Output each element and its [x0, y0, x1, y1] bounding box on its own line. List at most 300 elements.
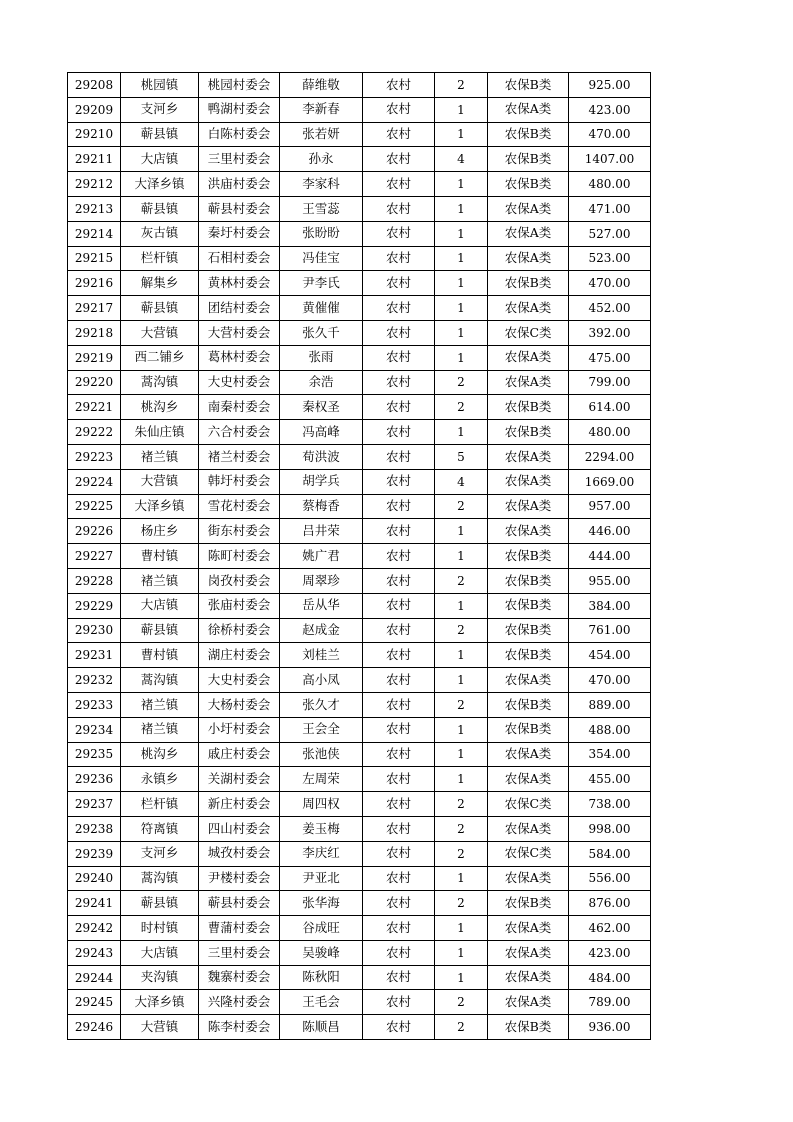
amount-cell: 556.00 [569, 866, 651, 891]
town-cell: 永镇乡 [121, 767, 199, 792]
town-cell: 蕲县镇 [121, 196, 199, 221]
name-cell: 吴骏峰 [280, 940, 363, 965]
village-committee-cell: 张庙村委会 [199, 593, 280, 618]
table-row [68, 668, 651, 693]
insurance-category-cell: 农保A类 [488, 221, 569, 246]
record-id-cell: 29246 [68, 1015, 121, 1040]
table-row [68, 916, 651, 941]
area-type-cell: 农村 [363, 320, 435, 345]
amount-cell: 470.00 [569, 271, 651, 296]
record-id-cell: 29229 [68, 593, 121, 618]
record-id-cell: 29230 [68, 618, 121, 643]
table-row [68, 816, 651, 841]
area-type-cell: 农村 [363, 494, 435, 519]
village-committee-cell: 魏寨村委会 [199, 965, 280, 990]
area-type-cell: 农村 [363, 618, 435, 643]
household-size-cell: 4 [435, 469, 488, 494]
area-type-cell: 农村 [363, 221, 435, 246]
table-row [68, 246, 651, 271]
record-id-cell: 29219 [68, 345, 121, 370]
insurance-category-cell: 农保B类 [488, 172, 569, 197]
name-cell: 孙永 [280, 147, 363, 172]
household-size-cell: 4 [435, 147, 488, 172]
village-committee-cell: 葛林村委会 [199, 345, 280, 370]
insurance-category-cell: 农保A类 [488, 296, 569, 321]
table-row [68, 444, 651, 469]
amount-cell: 423.00 [569, 97, 651, 122]
village-committee-cell: 四山村委会 [199, 816, 280, 841]
household-size-cell: 1 [435, 767, 488, 792]
amount-cell: 527.00 [569, 221, 651, 246]
table-row [68, 370, 651, 395]
insurance-category-cell: 农保B类 [488, 891, 569, 916]
insurance-category-cell: 农保B类 [488, 618, 569, 643]
area-type-cell: 农村 [363, 916, 435, 941]
table-row [68, 544, 651, 569]
insurance-category-cell: 农保A类 [488, 469, 569, 494]
area-type-cell: 农村 [363, 246, 435, 271]
name-cell: 王雪蕊 [280, 196, 363, 221]
village-committee-cell: 大史村委会 [199, 668, 280, 693]
household-size-cell: 1 [435, 742, 488, 767]
roster-body [68, 73, 651, 1040]
village-committee-cell: 尹楼村委会 [199, 866, 280, 891]
town-cell: 蒿沟镇 [121, 370, 199, 395]
town-cell: 褚兰镇 [121, 717, 199, 742]
table-row [68, 147, 651, 172]
amount-cell: 889.00 [569, 692, 651, 717]
record-id-cell: 29218 [68, 320, 121, 345]
table-row [68, 97, 651, 122]
town-cell: 西二铺乡 [121, 345, 199, 370]
area-type-cell: 农村 [363, 147, 435, 172]
town-cell: 大泽乡镇 [121, 494, 199, 519]
village-committee-cell: 黄林村委会 [199, 271, 280, 296]
record-id-cell: 29235 [68, 742, 121, 767]
name-cell: 姜玉梅 [280, 816, 363, 841]
name-cell: 张盼盼 [280, 221, 363, 246]
household-size-cell: 2 [435, 1015, 488, 1040]
table-row [68, 643, 651, 668]
town-cell: 大营镇 [121, 1015, 199, 1040]
record-id-cell: 29209 [68, 97, 121, 122]
village-committee-cell: 洪庙村委会 [199, 172, 280, 197]
insurance-category-cell: 农保C类 [488, 320, 569, 345]
household-size-cell: 2 [435, 816, 488, 841]
area-type-cell: 农村 [363, 97, 435, 122]
insurance-category-cell: 农保B类 [488, 73, 569, 98]
name-cell: 荀洪波 [280, 444, 363, 469]
table-row [68, 767, 651, 792]
amount-cell: 392.00 [569, 320, 651, 345]
household-size-cell: 1 [435, 221, 488, 246]
record-id-cell: 29213 [68, 196, 121, 221]
amount-cell: 354.00 [569, 742, 651, 767]
name-cell: 姚广君 [280, 544, 363, 569]
amount-cell: 799.00 [569, 370, 651, 395]
table-row [68, 196, 651, 221]
village-committee-cell: 大史村委会 [199, 370, 280, 395]
town-cell: 蒿沟镇 [121, 668, 199, 693]
insurance-category-cell: 农保A类 [488, 816, 569, 841]
amount-cell: 789.00 [569, 990, 651, 1015]
area-type-cell: 农村 [363, 469, 435, 494]
area-type-cell: 农村 [363, 990, 435, 1015]
record-id-cell: 29244 [68, 965, 121, 990]
area-type-cell: 农村 [363, 568, 435, 593]
amount-cell: 738.00 [569, 792, 651, 817]
table-row [68, 891, 651, 916]
area-type-cell: 农村 [363, 940, 435, 965]
amount-cell: 454.00 [569, 643, 651, 668]
record-id-cell: 29212 [68, 172, 121, 197]
insurance-category-cell: 农保A类 [488, 866, 569, 891]
town-cell: 褚兰镇 [121, 568, 199, 593]
village-committee-cell: 三里村委会 [199, 147, 280, 172]
insurance-category-cell: 农保A类 [488, 767, 569, 792]
insurance-category-cell: 农保B类 [488, 395, 569, 420]
area-type-cell: 农村 [363, 841, 435, 866]
insurance-category-cell: 农保B类 [488, 568, 569, 593]
name-cell: 吕井荣 [280, 519, 363, 544]
record-id-cell: 29240 [68, 866, 121, 891]
name-cell: 张池侠 [280, 742, 363, 767]
village-committee-cell: 南秦村委会 [199, 395, 280, 420]
town-cell: 支河乡 [121, 97, 199, 122]
name-cell: 李家科 [280, 172, 363, 197]
town-cell: 大营镇 [121, 469, 199, 494]
town-cell: 蕲县镇 [121, 618, 199, 643]
insurance-category-cell: 农保B类 [488, 420, 569, 445]
area-type-cell: 农村 [363, 717, 435, 742]
village-committee-cell: 六合村委会 [199, 420, 280, 445]
name-cell: 刘桂兰 [280, 643, 363, 668]
name-cell: 赵成金 [280, 618, 363, 643]
table-row [68, 345, 651, 370]
name-cell: 张久才 [280, 692, 363, 717]
village-committee-cell: 关湖村委会 [199, 767, 280, 792]
amount-cell: 614.00 [569, 395, 651, 420]
insurance-category-cell: 农保A类 [488, 990, 569, 1015]
insurance-category-cell: 农保B类 [488, 593, 569, 618]
table-row [68, 172, 651, 197]
name-cell: 薛维敬 [280, 73, 363, 98]
record-id-cell: 29237 [68, 792, 121, 817]
name-cell: 陈秋阳 [280, 965, 363, 990]
area-type-cell: 农村 [363, 519, 435, 544]
record-id-cell: 29239 [68, 841, 121, 866]
amount-cell: 471.00 [569, 196, 651, 221]
village-committee-cell: 雪花村委会 [199, 494, 280, 519]
area-type-cell: 农村 [363, 792, 435, 817]
name-cell: 谷成旺 [280, 916, 363, 941]
amount-cell: 384.00 [569, 593, 651, 618]
table-row [68, 320, 651, 345]
amount-cell: 925.00 [569, 73, 651, 98]
record-id-cell: 29216 [68, 271, 121, 296]
table-row [68, 990, 651, 1015]
insurance-category-cell: 农保A类 [488, 345, 569, 370]
household-size-cell: 1 [435, 196, 488, 221]
area-type-cell: 农村 [363, 122, 435, 147]
table-row [68, 73, 651, 98]
table-row [68, 494, 651, 519]
household-size-cell: 1 [435, 271, 488, 296]
record-id-cell: 29233 [68, 692, 121, 717]
town-cell: 桃沟乡 [121, 395, 199, 420]
record-id-cell: 29243 [68, 940, 121, 965]
household-size-cell: 1 [435, 246, 488, 271]
insurance-category-cell: 农保B类 [488, 271, 569, 296]
insurance-category-cell: 农保C类 [488, 792, 569, 817]
table-row [68, 593, 651, 618]
village-committee-cell: 大杨村委会 [199, 692, 280, 717]
record-id-cell: 29228 [68, 568, 121, 593]
area-type-cell: 农村 [363, 296, 435, 321]
name-cell: 周四权 [280, 792, 363, 817]
table-row [68, 1015, 651, 1040]
village-committee-cell: 陈町村委会 [199, 544, 280, 569]
insurance-category-cell: 农保B类 [488, 147, 569, 172]
village-committee-cell: 褚兰村委会 [199, 444, 280, 469]
area-type-cell: 农村 [363, 444, 435, 469]
village-committee-cell: 三里村委会 [199, 940, 280, 965]
record-id-cell: 29242 [68, 916, 121, 941]
name-cell: 尹李氏 [280, 271, 363, 296]
table-row [68, 568, 651, 593]
name-cell: 高小凤 [280, 668, 363, 693]
name-cell: 冯高峰 [280, 420, 363, 445]
household-size-cell: 1 [435, 320, 488, 345]
household-size-cell: 1 [435, 172, 488, 197]
table-row [68, 296, 651, 321]
area-type-cell: 农村 [363, 965, 435, 990]
village-committee-cell: 蕲县村委会 [199, 196, 280, 221]
table-row [68, 618, 651, 643]
table-row [68, 717, 651, 742]
town-cell: 曹村镇 [121, 544, 199, 569]
village-committee-cell: 小圩村委会 [199, 717, 280, 742]
record-id-cell: 29227 [68, 544, 121, 569]
village-committee-cell: 秦圩村委会 [199, 221, 280, 246]
town-cell: 曹村镇 [121, 643, 199, 668]
household-size-cell: 2 [435, 841, 488, 866]
amount-cell: 452.00 [569, 296, 651, 321]
household-size-cell: 1 [435, 866, 488, 891]
household-size-cell: 1 [435, 593, 488, 618]
name-cell: 胡学兵 [280, 469, 363, 494]
village-committee-cell: 徐桥村委会 [199, 618, 280, 643]
amount-cell: 761.00 [569, 618, 651, 643]
record-id-cell: 29217 [68, 296, 121, 321]
amount-cell: 444.00 [569, 544, 651, 569]
amount-cell: 957.00 [569, 494, 651, 519]
town-cell: 时村镇 [121, 916, 199, 941]
household-size-cell: 2 [435, 494, 488, 519]
insurance-category-cell: 农保A类 [488, 246, 569, 271]
area-type-cell: 农村 [363, 1015, 435, 1040]
area-type-cell: 农村 [363, 420, 435, 445]
village-committee-cell: 韩圩村委会 [199, 469, 280, 494]
village-committee-cell: 街东村委会 [199, 519, 280, 544]
village-committee-cell: 新庄村委会 [199, 792, 280, 817]
village-committee-cell: 兴隆村委会 [199, 990, 280, 1015]
town-cell: 大泽乡镇 [121, 990, 199, 1015]
town-cell: 蕲县镇 [121, 122, 199, 147]
household-size-cell: 1 [435, 296, 488, 321]
household-size-cell: 2 [435, 792, 488, 817]
table-row [68, 692, 651, 717]
name-cell: 左周荣 [280, 767, 363, 792]
household-size-cell: 1 [435, 345, 488, 370]
village-committee-cell: 曹蒲村委会 [199, 916, 280, 941]
insurance-category-cell: 农保B类 [488, 692, 569, 717]
table-row [68, 792, 651, 817]
town-cell: 杨庄乡 [121, 519, 199, 544]
household-size-cell: 2 [435, 370, 488, 395]
amount-cell: 876.00 [569, 891, 651, 916]
household-size-cell: 2 [435, 891, 488, 916]
name-cell: 王毛会 [280, 990, 363, 1015]
insurance-category-cell: 农保C类 [488, 841, 569, 866]
town-cell: 夹沟镇 [121, 965, 199, 990]
household-size-cell: 2 [435, 73, 488, 98]
table-row [68, 841, 651, 866]
area-type-cell: 农村 [363, 692, 435, 717]
insurance-category-cell: 农保B类 [488, 717, 569, 742]
record-id-cell: 29231 [68, 643, 121, 668]
amount-cell: 2294.00 [569, 444, 651, 469]
amount-cell: 1669.00 [569, 469, 651, 494]
name-cell: 张若妍 [280, 122, 363, 147]
amount-cell: 462.00 [569, 916, 651, 941]
insurance-category-cell: 农保B类 [488, 1015, 569, 1040]
record-id-cell: 29225 [68, 494, 121, 519]
household-size-cell: 2 [435, 568, 488, 593]
area-type-cell: 农村 [363, 544, 435, 569]
town-cell: 大店镇 [121, 593, 199, 618]
town-cell: 符离镇 [121, 816, 199, 841]
insurance-category-cell: 农保A类 [488, 668, 569, 693]
household-size-cell: 1 [435, 544, 488, 569]
insurance-category-cell: 农保A类 [488, 196, 569, 221]
town-cell: 支河乡 [121, 841, 199, 866]
village-committee-cell: 陈李村委会 [199, 1015, 280, 1040]
record-id-cell: 29224 [68, 469, 121, 494]
amount-cell: 423.00 [569, 940, 651, 965]
household-size-cell: 1 [435, 643, 488, 668]
household-size-cell: 1 [435, 519, 488, 544]
name-cell: 陈顺昌 [280, 1015, 363, 1040]
amount-cell: 584.00 [569, 841, 651, 866]
name-cell: 王会全 [280, 717, 363, 742]
record-id-cell: 29210 [68, 122, 121, 147]
record-id-cell: 29241 [68, 891, 121, 916]
town-cell: 大店镇 [121, 940, 199, 965]
village-committee-cell: 团结村委会 [199, 296, 280, 321]
household-size-cell: 1 [435, 420, 488, 445]
amount-cell: 480.00 [569, 172, 651, 197]
insurance-category-cell: 农保A类 [488, 916, 569, 941]
table-row [68, 122, 651, 147]
household-size-cell: 1 [435, 916, 488, 941]
town-cell: 解集乡 [121, 271, 199, 296]
record-id-cell: 29220 [68, 370, 121, 395]
amount-cell: 470.00 [569, 668, 651, 693]
area-type-cell: 农村 [363, 891, 435, 916]
household-size-cell: 2 [435, 395, 488, 420]
table-row [68, 519, 651, 544]
insurance-category-cell: 农保A类 [488, 519, 569, 544]
record-id-cell: 29214 [68, 221, 121, 246]
area-type-cell: 农村 [363, 767, 435, 792]
name-cell: 余浩 [280, 370, 363, 395]
name-cell: 张久千 [280, 320, 363, 345]
table-row [68, 866, 651, 891]
household-size-cell: 1 [435, 97, 488, 122]
village-committee-cell: 桃园村委会 [199, 73, 280, 98]
household-size-cell: 1 [435, 965, 488, 990]
area-type-cell: 农村 [363, 593, 435, 618]
record-id-cell: 29222 [68, 420, 121, 445]
area-type-cell: 农村 [363, 345, 435, 370]
insurance-category-cell: 农保B类 [488, 122, 569, 147]
area-type-cell: 农村 [363, 866, 435, 891]
town-cell: 褚兰镇 [121, 444, 199, 469]
table-row [68, 742, 651, 767]
village-committee-cell: 湖庄村委会 [199, 643, 280, 668]
amount-cell: 936.00 [569, 1015, 651, 1040]
amount-cell: 1407.00 [569, 147, 651, 172]
amount-cell: 484.00 [569, 965, 651, 990]
table-row [68, 469, 651, 494]
village-committee-cell: 大营村委会 [199, 320, 280, 345]
insurance-category-cell: 农保A类 [488, 444, 569, 469]
record-id-cell: 29221 [68, 395, 121, 420]
village-committee-cell: 岗孜村委会 [199, 568, 280, 593]
town-cell: 大泽乡镇 [121, 172, 199, 197]
amount-cell: 998.00 [569, 816, 651, 841]
allowance-roster-table [67, 72, 651, 1040]
record-id-cell: 29232 [68, 668, 121, 693]
household-size-cell: 1 [435, 668, 488, 693]
village-committee-cell: 戚庄村委会 [199, 742, 280, 767]
amount-cell: 955.00 [569, 568, 651, 593]
town-cell: 桃沟乡 [121, 742, 199, 767]
insurance-category-cell: 农保B类 [488, 643, 569, 668]
name-cell: 冯佳宝 [280, 246, 363, 271]
household-size-cell: 2 [435, 618, 488, 643]
area-type-cell: 农村 [363, 668, 435, 693]
household-size-cell: 1 [435, 717, 488, 742]
town-cell: 蕲县镇 [121, 296, 199, 321]
household-size-cell: 5 [435, 444, 488, 469]
area-type-cell: 农村 [363, 742, 435, 767]
record-id-cell: 29215 [68, 246, 121, 271]
area-type-cell: 农村 [363, 816, 435, 841]
name-cell: 尹亚北 [280, 866, 363, 891]
name-cell: 蔡梅香 [280, 494, 363, 519]
village-committee-cell: 蕲县村委会 [199, 891, 280, 916]
record-id-cell: 29208 [68, 73, 121, 98]
name-cell: 李庆红 [280, 841, 363, 866]
name-cell: 张华海 [280, 891, 363, 916]
name-cell: 秦权圣 [280, 395, 363, 420]
table-row [68, 221, 651, 246]
record-id-cell: 29245 [68, 990, 121, 1015]
household-size-cell: 1 [435, 122, 488, 147]
town-cell: 褚兰镇 [121, 692, 199, 717]
